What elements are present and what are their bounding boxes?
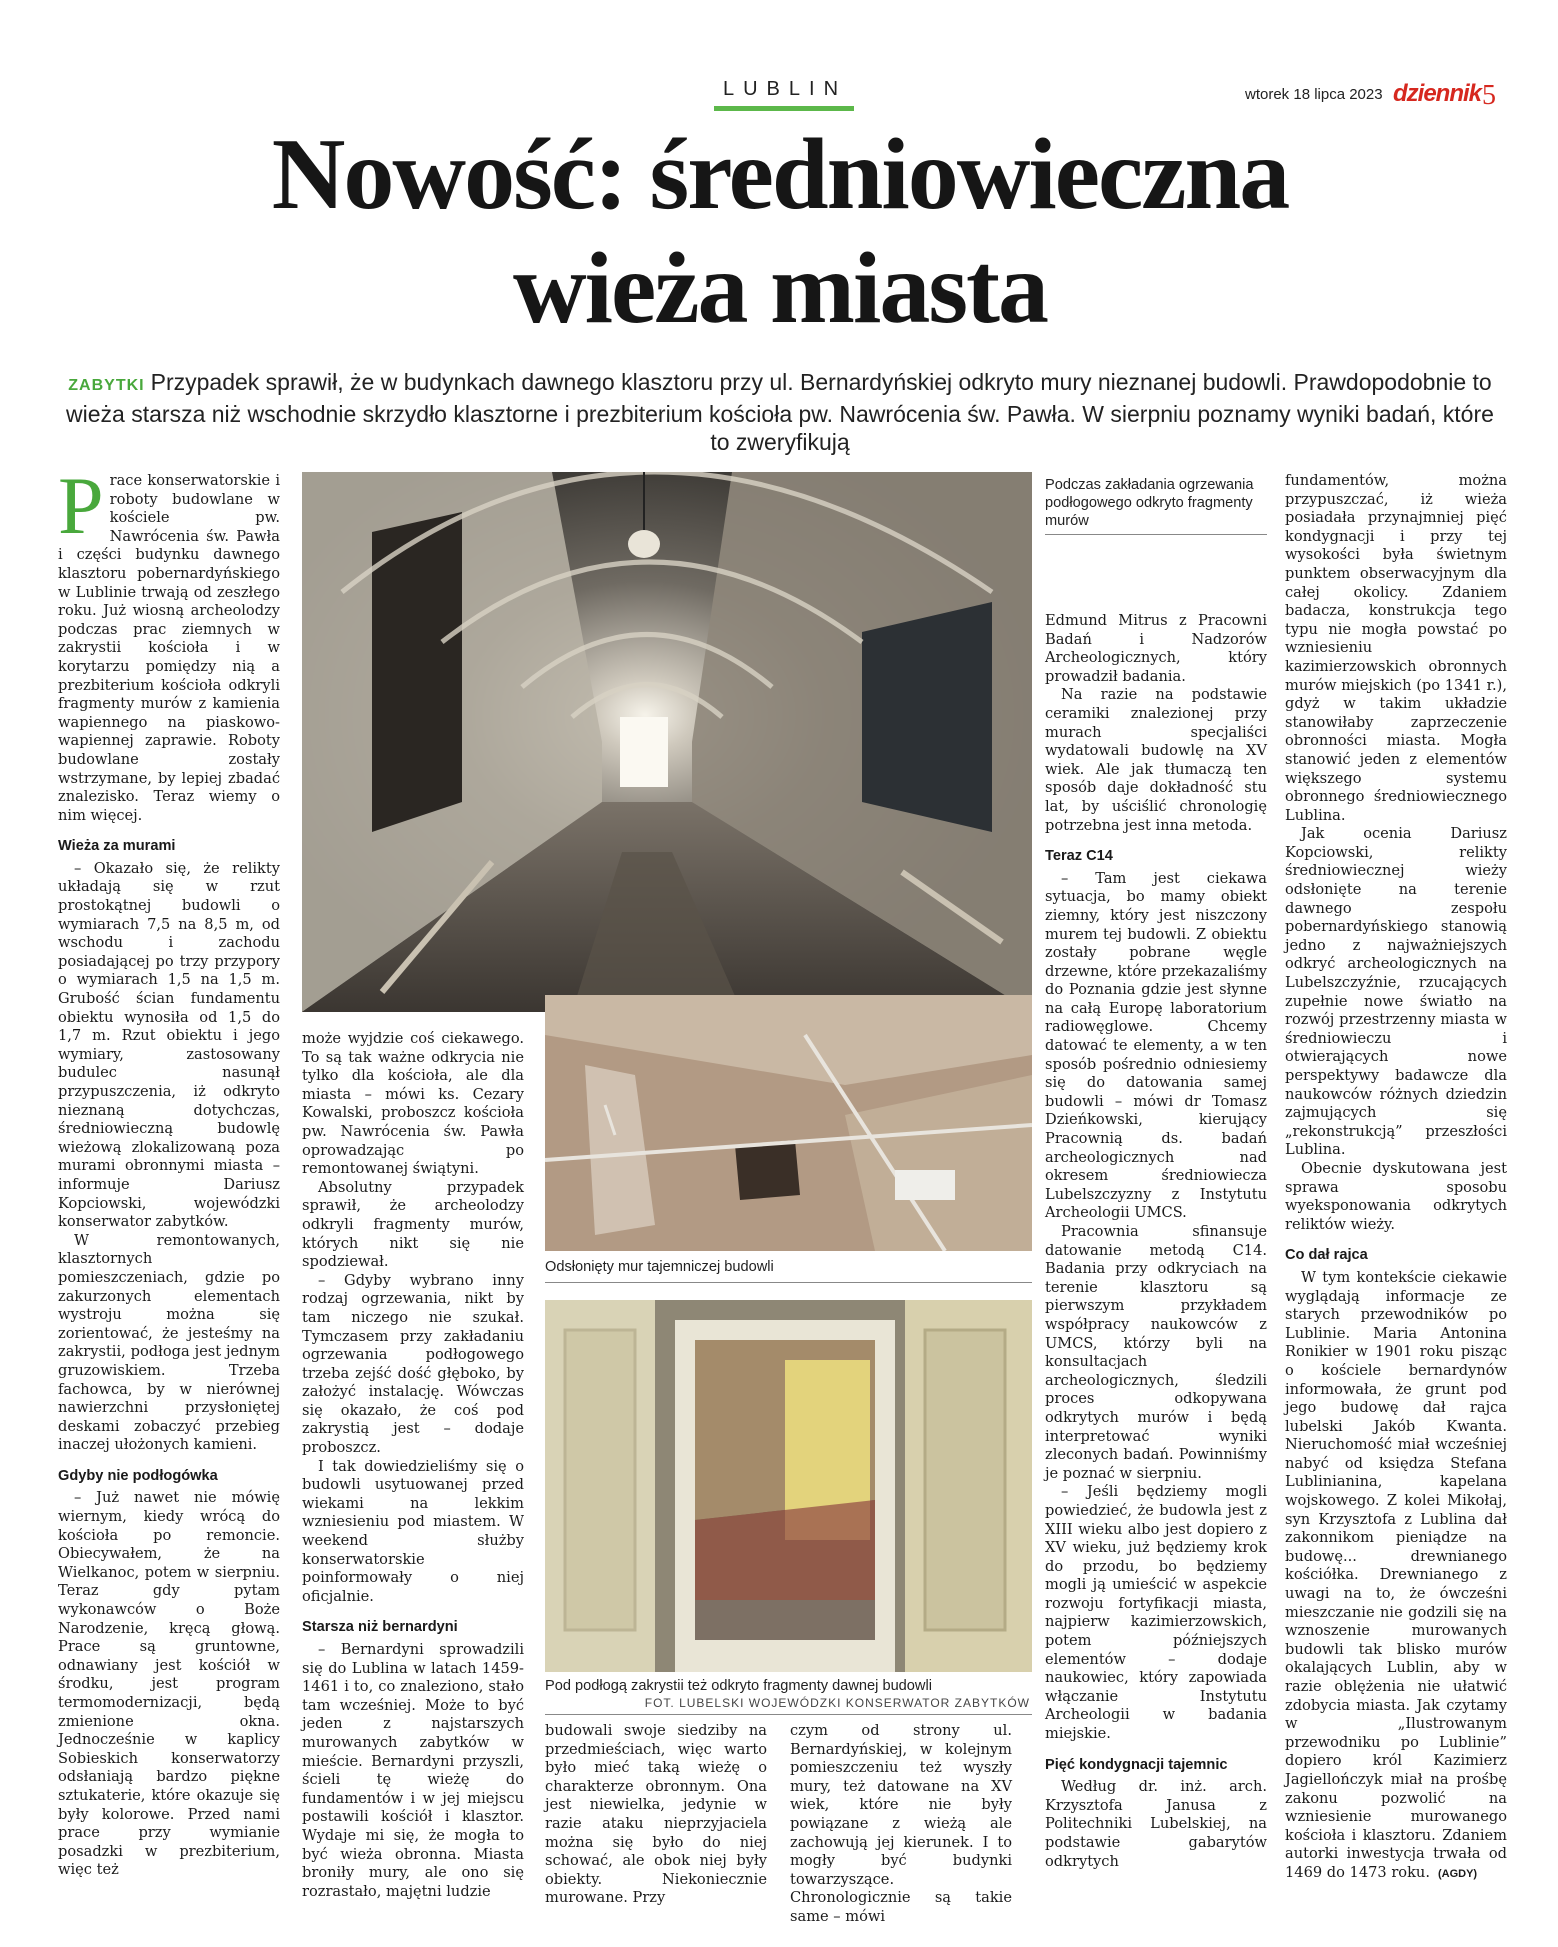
- credit-rule: [545, 1714, 1032, 1715]
- paragraph: Pracownia sfinansuje datowanie metodą C14. Badania przy odkryciach na terenie klasztoru są pierwszym przykładem współpracy naukowców z UMCS, którzy byli na konsultacjach archeologicznych, śledzili proces odkopywana odkrytych murów i będą interpretować wyniki zleconych badań. Powinniśmy je poznać w sierpniu.: [1045, 1223, 1267, 1482]
- paragraph: – Bernardyni sprowadzili się do Lublina w latach 1459-1461 i to, co znaleziono, stało tam wcześniej. Może to być jeden z najstarszych murowanych zabytków w mieście. Bernardyni przyszli, ścieli tę wieżę do fundamentów i w jej miejscu postawili kościół i klasztor. Wydaje mi się, że mogła to być wieża obronna. Miasta broniły mury, ale ono się rozrastało, majętni ludzie: [302, 1641, 524, 1900]
- caption-middle: Odsłonięty mur tajemniczej budowli: [545, 1259, 774, 1275]
- intro-paragraph: race konserwatorskie i roboty budowlane w kościele pw. Nawrócenia św. Pawła i części budynku dawnego klasztoru pobernardyńskiego w Lublinie trwają od zeszłego roku. Już wiosną archeolodzy podczas prac ziemnych w zakrystii kościoła i w korytarzu pomiędzy nią a prezbiterium kościoła odkryli fragmenty murów z kamienia wapiennego na piaskowo-wapiennej zaprawie. Roboty budowlane zostały wstrzymane, by lepiej zbadać znalezisko. Teraz wiemy o nim więcej.: [58, 472, 280, 824]
- subheading-rajca: Co dał rajca: [1285, 1247, 1368, 1264]
- caption-top-rule: [1045, 534, 1267, 535]
- section-accent-bar: [714, 106, 854, 111]
- paragraph: – Gdyby wybrano inny rodzaj ogrzewania, nikt by tam niczego nie szukał. Tymczasem przy zakładaniu ogrzewania podłogowego trzeba zejść dość głęboko, by założyć instalację. Wówczas się okazało, że coś pod zakrystią jest – dodaje proboszcz.: [302, 1271, 524, 1457]
- paragraph: Jak ocenia Dariusz Kopciowski, relikty średniowiecznej wieży odsłonięte na terenie dawnego zespołu pobernardyńskiego stanowią jedno z najważniejszych odkryć archeologicznych na Lubelszczyźnie, rzucających zupełnie nowe światło na rozwój przestrzenny miasta w średniowieczu i otwierających nowe perspektywy badawcze dla naukowców różnych dziedzin zajmujących się „rekonstrukcją” przeszłości Lublina.: [1285, 825, 1507, 1159]
- subheading-kondygnacje: Pięć kondygnacji tajemnic: [1045, 1756, 1228, 1773]
- paragraph: Absolutny przypadek sprawił, że archeolodzy odkryli fragmenty murów, których nikt się nie spodziewał.: [302, 1178, 524, 1271]
- author-signature: (AGDY): [1437, 1867, 1478, 1880]
- paragraph: Według dr. inż. arch. Krzysztofa Janusa z Politechniki Lubelskiej, na podstawie gabarytów odkrytych: [1045, 1778, 1267, 1870]
- drop-cap: P: [58, 460, 104, 551]
- paragraph: W remontowanych, klasztornych pomieszczeniach, gdzie po zakurzonych elementach wystroju można się zorientować, że jesteśmy na zakrystii, podłoga jest jednym gruzowiskiem. Trzeba fachowca, by w nierównej nawierzchni przysłoniętej deskami zobaczyć przebieg inaczej ułożonych kamieni.: [58, 1231, 280, 1454]
- lead-text: Przypadek sprawił, że w budynkach dawnego klasztoru przy ul. Bernardyńskiej odkryto mury nieznanej budowli. Prawdopodobnie to wieża starsza niż wschodnie skrzydło klasztorne i prezbiterium kościoła pw. Nawrócenia św. Pawła. W sierpniu poznamy wyniki badań, które to zweryfikują: [66, 369, 1494, 455]
- issue-date: wtorek 18 lipca 2023: [1245, 86, 1383, 103]
- column-5: [1285, 472, 1507, 1884]
- paragraph: – Tam jest ciekawa sytuacja, bo mamy obiekt ziemny, który jest niszczony murem tej budowli. Z obiektu zostały pobrane węgle drzewne, które przekazaliśmy do Poznania gdzie jest słynne na całą Europę laboratorium radiowęglowe. Chcemy datować te elementy, a w ten sposób pośrednio odniesiemy się do datowania samej budowli – mówi dr Tomasz Dzieńkowski, kierujący Pracownią ds. badań archeologicznych nad okresem średniowiecza Lubelszczyzny z Instytutu Archeologii UMCS.: [1045, 869, 1267, 1222]
- headline-line-1: Nowość: średniowieczna: [271, 118, 1289, 231]
- paragraph: może wyjdzie coś ciekawego. To są tak ważne odkrycia nie tylko dla kościoła, ale dla miasta – mówi ks. Cezary Kowalski, proboszcz kościoła pw. Nawrócenia św. Pawła oprowadzając po remontowanej świątyni.: [302, 1030, 524, 1178]
- doorway-illustration: [545, 1300, 1032, 1672]
- caption-bottom: Pod podłogą zakrystii też odkryto fragmenty dawnej budowli: [545, 1678, 932, 1694]
- doorway-photo: [545, 1300, 1032, 1672]
- paragraph: fundamentów, można przypuszczać, iż wieża posiadała przynajmniej pięć kondygnacji i przy tej wysokości była świetnym punktem obserwacyjnym dla całej okolicy. Zdaniem badacza, konstrukcja tego typu nie mogła powstać po wzniesieniu kazimierzowskich obronnych murów miejskich (po 1341 r.), gdyż w takim układzie stanowiłaby zaprzeczenie obronności miasta. Mogła stanowić jeden z elementów większego systemu obronnego średniowiecznego Lublina.: [1285, 472, 1507, 824]
- paragraph-text: W tym kontekście ciekawie wyglądają informacje ze starych przewodników po Lublinie. Maria Antonina Ronikier w 1901 roku pisząc o kościele bernardynów informowała, że grunt pod jego budowę dał rajca lubelski Jakób Kwanta. Nieruchomość miał wcześniej nabyć od księdza Stefana Lublinianina, kapelana wojskowego. Z kolei Mikołaj, syn Krzysztofa z Lublina dał zakonnikom pieniądze na budowę... drewnianego kościółka. Drewnianego z uwagi na to, że ówcześni mieszczanie nie godzili się na wznoszenie murowanych budowli tak blisko murów okalających Lublin, aby w razie oblężenia nie ułatwić zdobycia miasta. Jak czytamy w „Ilustrowanym przewodniku po Lublinie” dopiero król Kazimierz Jagiellończyk miał na prośbę zakonu pozwolić na wzniesienie murowanego kościoła i klasztoru. Zdaniem autorki inwestycja trwała od 1469 do 1473 roku.: [1285, 1268, 1507, 1881]
- subheading-podlogowka: Gdyby nie podłogówka: [58, 1467, 218, 1484]
- lead-tag: ZABYTKI: [68, 377, 145, 394]
- headline: [60, 118, 1500, 346]
- lead-paragraph: [60, 368, 1500, 456]
- paragraph: – Już nawet nie mówię wiernym, kiedy wrócą do kościoła po remoncie. Obiecywałem, że na Wielkanoc, potem w sierpniu. Teraz gdy pytam wykonawców o Boże Narodzenie, kręcą głową. Prace są gruntowne, odnawiany jest kościół w środku, jest program termomodernizacji, będą zmienione okna. Jednocześnie w kaplicy Sobieskich konserwatorzy odsłaniają bardzo piękne sztukaterie, które okazuje się były kolorowe. Przed nami prace przy wymianie posadzki w prezbiterium, więc też: [58, 1489, 280, 1879]
- subheading-bernardyni: Starsza niż bernardyni: [302, 1619, 458, 1636]
- paragraph: I tak dowiedzieliśmy się o budowli usytuowanej przed wiekami na lekkim wzniesieniu pod miastem. W weekend służby konserwatorskie poinformowały o niej oficjalnie.: [302, 1457, 524, 1605]
- paragraph: – Okazało się, że relikty układają się w rzut prostokątnej budowli o wymiarach 7,5 na 8,5 m, od wschodu i zachodu posiadającej po trzy przypory o wymiarach 1,5 na 1,5 m. Grubość ścian fundamentu obiektu wynosiła od 1,5 do 1,7 m. Rzut obiektu i jego wymiary, zastosowany budulec nasunął przypuszczenia, iż odkryto nieznaną dotychczas, średniowieczną budowlę wieżową zlokalizowaną poza murami obronnymi miasta – informuje Dariusz Kopciowski, wojewódzki konserwator zabytków.: [58, 859, 280, 1231]
- paragraph: [1285, 1269, 1507, 1884]
- subheading-wieza: Wieża za murami: [58, 838, 176, 855]
- page-number: 5: [1482, 80, 1496, 111]
- excavation-photo: [545, 995, 1032, 1251]
- section-label: LUBLIN: [722, 78, 848, 100]
- paragraph: czym od strony ul. Bernardyńskiej, w kolejnym pomieszczeniu też wyszły mury, też datowane na XV wiek, które nie były powiązane z wieżą ale zachowują jej kierunek. I to mogły być budynki towarzyszące. Chronologicznie są takie same – mówi: [790, 1722, 1012, 1925]
- column-3b: [790, 1722, 1012, 1927]
- newspaper-logo: dziennik: [1393, 80, 1482, 107]
- paragraph: – Jeśli będziemy mogli powiedzieć, że budowla jest z XIII wieku albo jest dopiero z XV wieku, już będziemy krok do przodu, bo będziemy mogli ją umieścić w aspekcie rozwoju fortyfikacji miasta, najpierw kazimierzowskich, potem późniejszych elementów – dodaje naukowiec, który zapowiada włączanie Instytutu Archeologii w badania miejskie.: [1045, 1483, 1267, 1743]
- headline-line-2: wieża miasta: [512, 232, 1047, 345]
- column-3: [545, 1722, 767, 1908]
- paragraph: Obecnie dyskutowana jest sprawa sposobu wyeksponowania odkrytych reliktów wieży.: [1285, 1159, 1507, 1233]
- column-2: [302, 1030, 524, 1901]
- photo-credit: FOT. LUBELSKI WOJEWÓDZKI KONSERWATOR ZABYTKÓW: [644, 1696, 1030, 1710]
- paragraph: budowali swoje siedziby na przedmieściach, więc warto było mieć taką wieżę o charakterze obronnym. Ona jest niewielka, jedynie w razie ataku nieprzyjaciela można się było do niej schować, ale obok niej były obiekty. Niekoniecznie murowane. Przy: [545, 1722, 767, 1907]
- paragraph: Na razie na podstawie ceramiki znalezionej przy murach specjaliści wydatowali budowlę na XV wiek. Ale jak tłumaczą ten sposób daje dokładność stu lat, by uściślić chronologię potrzebna jest inna metoda.: [1045, 686, 1267, 834]
- column-1: [58, 460, 280, 1880]
- excavation-illustration: [545, 995, 1032, 1251]
- corridor-illustration: [302, 472, 1032, 1012]
- paragraph: Edmund Mitrus z Pracowni Badań i Nadzorów Archeologicznych, który prowadził badania.: [1045, 612, 1267, 685]
- subheading-c14: Teraz C14: [1045, 848, 1113, 865]
- column-4: [1045, 612, 1267, 1871]
- caption-top: Podczas zakładania ogrzewania podłogowego odkryto fragmenty murów: [1045, 477, 1254, 529]
- corridor-photo: [302, 472, 1032, 1012]
- caption-rule: [545, 1282, 1032, 1283]
